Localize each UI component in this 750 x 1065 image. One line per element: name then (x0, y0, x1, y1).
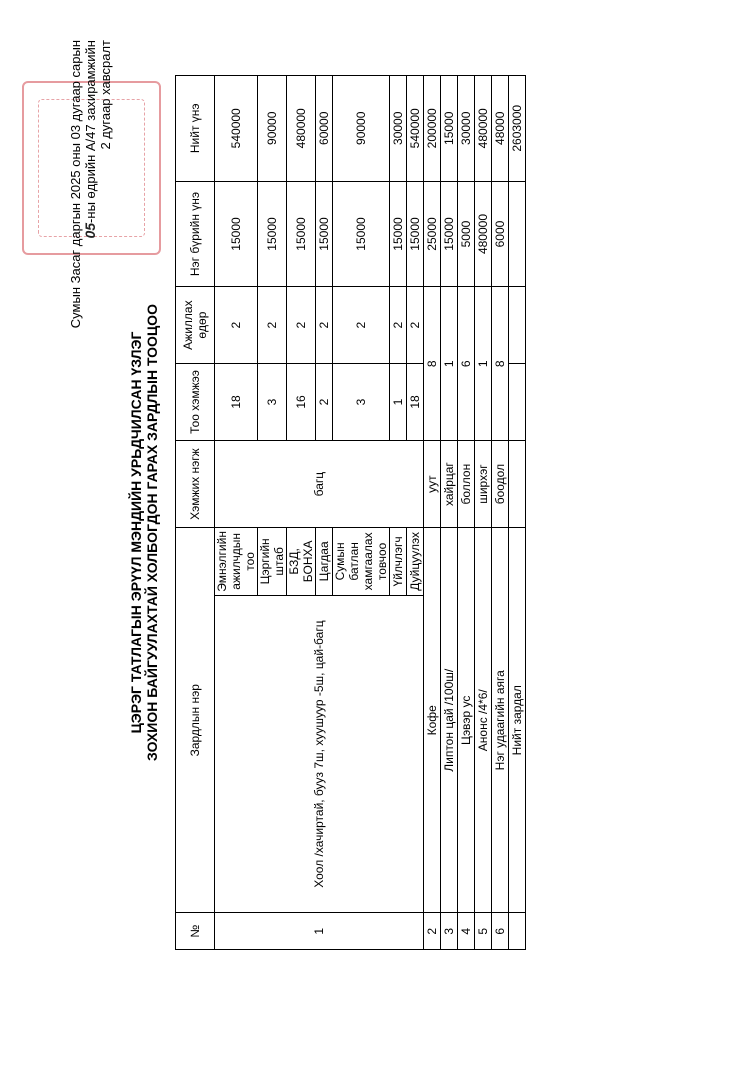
item-price: 6000 (492, 181, 509, 287)
table-row (215, 76, 258, 950)
food-total: 90000 (258, 76, 287, 182)
col-header-qty: Тоо хэмжээ (176, 363, 215, 440)
grand-total-spacer (509, 913, 526, 950)
food-sub-name: Эмнэлгийн ажилчдын тоо (215, 528, 258, 596)
table-row (475, 76, 492, 950)
approval-line-3: 2 дугаар хавсралт (98, 40, 113, 150)
item-name: Кофе (424, 528, 441, 913)
item-no: 5 (475, 913, 492, 950)
food-price: 15000 (215, 181, 258, 287)
item-name: Липтон цай /100ш/ (441, 528, 458, 913)
title-line-2: ЗОХИОН БАЙГУУЛАХТАЙ ХОЛБОГДОН ГАРАХ ЗАРДЛЫН ТООЦОО (144, 304, 160, 761)
item-name: Нэг удаагийн аяга (492, 528, 509, 913)
grand-total-empty (509, 181, 526, 287)
item-price: 25000 (424, 181, 441, 287)
item-name: Анонс /4*6/ (475, 528, 492, 913)
food-price: 15000 (316, 181, 333, 287)
grand-total-empty (509, 287, 526, 363)
item-unit: уут (424, 441, 441, 528)
col-header-unit-price: Нэг бүрийн үнэ (176, 181, 215, 287)
food-days: 2 (407, 287, 424, 363)
food-price: 15000 (333, 181, 390, 287)
document-title (128, 0, 160, 1065)
food-price: 15000 (258, 181, 287, 287)
food-qty: 18 (407, 363, 424, 440)
item-qty: 8 (424, 287, 441, 441)
food-sub-name: Сумын батлан хамгаалах товчоо (333, 528, 390, 596)
item-qty: 6 (458, 287, 475, 441)
food-days: 2 (215, 287, 258, 363)
grand-total-empty (509, 441, 526, 528)
food-price: 15000 (407, 181, 424, 287)
col-header-name: Зардлын нэр (176, 528, 215, 913)
item-total: 15000 (441, 76, 458, 182)
grand-total-value: 2603000 (509, 76, 526, 182)
food-qty: 2 (316, 363, 333, 440)
item-unit: хайрцаг (441, 441, 458, 528)
food-price: 15000 (287, 181, 316, 287)
item-price: 15000 (441, 181, 458, 287)
item-price: 480000 (475, 181, 492, 287)
item-price: 5000 (458, 181, 475, 287)
food-total: 540000 (215, 76, 258, 182)
food-qty: 18 (215, 363, 258, 440)
item-unit: боодол (492, 441, 509, 528)
title-line-1: ЦЭРЭГ ТАТЛАГЫН ЭРҮҮЛ МЭНДИЙН УРЬДЧИЛСАН ҮЗЛЭГ (128, 331, 144, 734)
item-total: 200000 (424, 76, 441, 182)
food-no: 1 (215, 913, 424, 950)
item-no: 4 (458, 913, 475, 950)
item-unit: ширхэг (475, 441, 492, 528)
food-total: 540000 (407, 76, 424, 182)
food-sub-name: Дуйцуулэх (407, 528, 424, 596)
col-header-unit: Хэмжих нэгж (176, 441, 215, 528)
food-unit: багц (215, 441, 424, 528)
col-header-total: Нийт үнэ (176, 76, 215, 182)
approval-line-2 (83, 40, 98, 328)
food-sub-name: Үйлчлэгч (390, 528, 407, 596)
food-name: Хоол /хачиртай, бууз 7ш, хуушуур -5ш, цай-багц (215, 595, 424, 913)
food-qty: 1 (390, 363, 407, 440)
grand-total-empty (509, 363, 526, 440)
food-qty: 3 (333, 363, 390, 440)
food-sub-name: Цэргийн штаб (258, 528, 287, 596)
col-header-days: Ажиллах өдөр (176, 287, 215, 363)
item-qty: 1 (475, 287, 492, 441)
item-unit: боллон (458, 441, 475, 528)
food-sub-name: БЗД, БОНХА (287, 528, 316, 596)
item-no: 6 (492, 913, 509, 950)
table-row (424, 76, 441, 950)
food-price: 15000 (390, 181, 407, 287)
food-sub-name: Цагдаа (316, 528, 333, 596)
col-header-no: № (176, 913, 215, 950)
approval-note (68, 40, 113, 328)
food-qty: 16 (287, 363, 316, 440)
item-no: 2 (424, 913, 441, 950)
item-total: 30000 (458, 76, 475, 182)
food-total: 60000 (316, 76, 333, 182)
table-row (458, 76, 475, 950)
food-total: 480000 (287, 76, 316, 182)
approval-line-2-text: -ны өдрийн А/47 захирамжийн (83, 40, 98, 223)
item-total: 48000 (492, 76, 509, 182)
item-no: 3 (441, 913, 458, 950)
table-header-row (176, 76, 215, 950)
item-total: 480000 (475, 76, 492, 182)
food-days: 2 (333, 287, 390, 363)
food-days: 2 (258, 287, 287, 363)
item-name: Цэвэр ус (458, 528, 475, 913)
food-total: 30000 (390, 76, 407, 182)
grand-total-label: Нийт зардал (509, 528, 526, 913)
food-qty: 3 (258, 363, 287, 440)
table-row (492, 76, 509, 950)
grand-total-row (509, 76, 526, 950)
food-total: 90000 (333, 76, 390, 182)
food-days: 2 (287, 287, 316, 363)
item-qty: 8 (492, 287, 509, 441)
food-days: 2 (316, 287, 333, 363)
approval-line-1: Сумын Засаг даргын 2025 оны 03 дугаар сарын (68, 40, 83, 329)
item-qty: 1 (441, 287, 458, 441)
expense-table (175, 75, 526, 950)
table-row (441, 76, 458, 950)
food-days: 2 (390, 287, 407, 363)
approval-number: 05 (82, 222, 98, 239)
